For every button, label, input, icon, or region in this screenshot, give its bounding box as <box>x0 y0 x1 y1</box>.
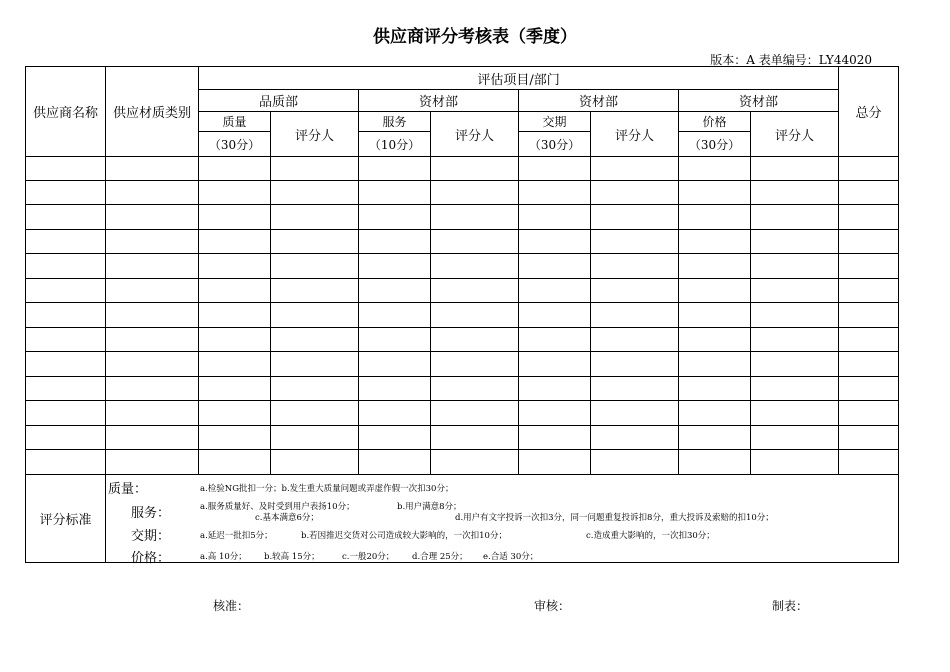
cell[interactable] <box>106 181 199 205</box>
cell[interactable] <box>106 205 199 230</box>
cell[interactable] <box>106 328 199 352</box>
cell[interactable] <box>751 230 839 254</box>
header-total: 总分 <box>839 67 899 157</box>
cell[interactable] <box>519 450 591 475</box>
form-title: 供应商评分考核表（季度） <box>373 27 577 47</box>
table-row <box>26 279 899 303</box>
table-row <box>26 352 899 377</box>
cell[interactable] <box>431 377 519 401</box>
cell[interactable] <box>839 181 899 205</box>
cell[interactable] <box>591 377 679 401</box>
cell[interactable] <box>199 205 271 230</box>
cell[interactable] <box>359 450 431 475</box>
cell[interactable] <box>679 450 751 475</box>
cell[interactable] <box>271 303 359 328</box>
cell[interactable] <box>199 426 271 450</box>
cell[interactable] <box>839 254 899 279</box>
cell[interactable] <box>106 426 199 450</box>
criteria-price-b: b.较高 15分； <box>264 552 320 562</box>
cell[interactable] <box>839 426 899 450</box>
cell[interactable] <box>839 450 899 475</box>
criteria-service-d: d.用户有文字投诉一次扣3分，同一问题重复投诉扣8分，重大投诉及索赔的扣10分； <box>455 513 774 523</box>
cell[interactable] <box>519 377 591 401</box>
header-material-category: 供应材质类别 <box>106 67 199 157</box>
criteria-price-d: d.合理 25分； <box>412 552 468 562</box>
cell[interactable] <box>591 254 679 279</box>
criteria-price-a: a.高 10分； <box>200 552 247 562</box>
cell[interactable] <box>431 303 519 328</box>
cell[interactable] <box>431 279 519 303</box>
cell[interactable] <box>26 328 106 352</box>
table-row <box>26 328 899 352</box>
cell[interactable] <box>431 352 519 377</box>
cell[interactable] <box>199 157 271 181</box>
cell[interactable] <box>271 450 359 475</box>
cell[interactable] <box>359 230 431 254</box>
cell[interactable] <box>26 205 106 230</box>
cell[interactable] <box>359 426 431 450</box>
header-dept-materials-3: 资材部 <box>679 90 839 112</box>
cell[interactable] <box>839 303 899 328</box>
header-score-quality: （30分） <box>199 132 271 157</box>
cell[interactable] <box>679 426 751 450</box>
cell[interactable] <box>26 230 106 254</box>
cell[interactable] <box>106 377 199 401</box>
cell[interactable] <box>199 303 271 328</box>
cell[interactable] <box>359 377 431 401</box>
cell[interactable] <box>751 279 839 303</box>
cell[interactable] <box>271 157 359 181</box>
criteria-price-label: 价格： <box>131 551 171 566</box>
cell[interactable] <box>199 181 271 205</box>
cell[interactable] <box>591 352 679 377</box>
cell[interactable] <box>431 450 519 475</box>
cell[interactable] <box>679 254 751 279</box>
cell[interactable] <box>751 181 839 205</box>
cell[interactable] <box>359 205 431 230</box>
cell[interactable] <box>106 230 199 254</box>
cell[interactable] <box>751 426 839 450</box>
cell[interactable] <box>271 401 359 426</box>
cell[interactable] <box>519 230 591 254</box>
cell[interactable] <box>271 426 359 450</box>
header-rater-2: 评分人 <box>431 112 519 157</box>
cell[interactable] <box>26 401 106 426</box>
cell[interactable] <box>271 328 359 352</box>
cell[interactable] <box>591 328 679 352</box>
cell[interactable] <box>106 279 199 303</box>
criteria-service-label: 服务： <box>131 506 171 521</box>
cell[interactable] <box>26 426 106 450</box>
cell[interactable] <box>839 401 899 426</box>
cell[interactable] <box>26 279 106 303</box>
table-row <box>26 426 899 450</box>
cell[interactable] <box>839 352 899 377</box>
cell[interactable] <box>359 254 431 279</box>
cell[interactable] <box>519 157 591 181</box>
cell[interactable] <box>359 157 431 181</box>
cell[interactable] <box>519 352 591 377</box>
cell[interactable] <box>591 181 679 205</box>
cell[interactable] <box>431 157 519 181</box>
header-item-quality: 质量 <box>199 112 271 132</box>
cell[interactable] <box>591 205 679 230</box>
cell[interactable] <box>519 426 591 450</box>
cell[interactable] <box>271 205 359 230</box>
cell[interactable] <box>106 352 199 377</box>
cell[interactable] <box>591 279 679 303</box>
header-item-price: 价格 <box>679 112 751 132</box>
criteria-label: 评分标准 <box>26 475 106 563</box>
table-row <box>26 377 899 401</box>
criteria-service-b: b.用户满意8分； <box>397 502 462 512</box>
cell[interactable] <box>199 450 271 475</box>
cell[interactable] <box>679 157 751 181</box>
cell[interactable] <box>679 352 751 377</box>
cell[interactable] <box>679 205 751 230</box>
cell[interactable] <box>431 230 519 254</box>
criteria-delivery-label: 交期： <box>131 529 171 544</box>
cell[interactable] <box>271 352 359 377</box>
cell[interactable] <box>359 279 431 303</box>
table-row <box>26 181 899 205</box>
cell[interactable] <box>751 352 839 377</box>
cell[interactable] <box>359 303 431 328</box>
cell[interactable] <box>106 450 199 475</box>
cell[interactable] <box>106 254 199 279</box>
header-score-service: （10分） <box>359 132 431 157</box>
cell[interactable] <box>751 377 839 401</box>
cell[interactable] <box>26 254 106 279</box>
criteria-delivery-b: b.若因推迟交货对公司造成较大影响的，一次扣10分； <box>301 531 507 541</box>
cell[interactable] <box>519 401 591 426</box>
criteria-service-c: c.基本满意6分； <box>255 513 319 523</box>
cell[interactable] <box>26 352 106 377</box>
table-row <box>26 254 899 279</box>
cell[interactable] <box>359 328 431 352</box>
cell[interactable] <box>26 157 106 181</box>
header-dept-materials-2: 资材部 <box>519 90 679 112</box>
header-dept-materials-1: 资材部 <box>359 90 519 112</box>
cell[interactable] <box>679 401 751 426</box>
cell[interactable] <box>199 279 271 303</box>
cell[interactable] <box>26 450 106 475</box>
signature-approve: 核准： <box>213 599 250 613</box>
cell[interactable] <box>106 157 199 181</box>
cell[interactable] <box>591 303 679 328</box>
cell[interactable] <box>271 279 359 303</box>
cell[interactable] <box>839 279 899 303</box>
cell[interactable] <box>679 181 751 205</box>
header-rater-4: 评分人 <box>751 112 839 157</box>
cell[interactable] <box>431 254 519 279</box>
header-supplier-name: 供应商名称 <box>26 67 106 157</box>
cell[interactable] <box>679 230 751 254</box>
criteria-delivery-c: c.造成重大影响的，一次扣30分； <box>586 531 715 541</box>
cell[interactable] <box>359 352 431 377</box>
cell[interactable] <box>839 230 899 254</box>
header-dept-quality: 品质部 <box>199 90 359 112</box>
header-item-service: 服务 <box>359 112 431 132</box>
cell[interactable] <box>26 303 106 328</box>
cell[interactable] <box>679 328 751 352</box>
cell[interactable] <box>431 205 519 230</box>
cell[interactable] <box>106 303 199 328</box>
criteria-delivery-a: a.延迟一批扣5分； <box>200 531 273 541</box>
criteria-service-a: a.服务质量好、及时受到用户表扬10分； <box>200 502 355 512</box>
table-row <box>26 157 899 181</box>
cell[interactable] <box>839 157 899 181</box>
header-item-delivery: 交期 <box>519 112 591 132</box>
criteria-quality-text: a.检验NG批扣一分；b.发生重大质量问题或弄虚作假一次扣30分； <box>200 484 454 494</box>
cell[interactable] <box>679 377 751 401</box>
criteria-quality-label: 质量： <box>108 482 148 497</box>
cell[interactable] <box>271 181 359 205</box>
table-row <box>26 401 899 426</box>
header-score-delivery: （30分） <box>519 132 591 157</box>
cell[interactable] <box>751 254 839 279</box>
signature-prepare: 制表： <box>772 599 809 613</box>
header-rater-3: 评分人 <box>591 112 679 157</box>
cell[interactable] <box>519 205 591 230</box>
criteria-block <box>105 476 837 564</box>
cell[interactable] <box>199 352 271 377</box>
cell[interactable] <box>591 157 679 181</box>
cell[interactable] <box>591 426 679 450</box>
cell[interactable] <box>271 254 359 279</box>
cell[interactable] <box>199 230 271 254</box>
header-eval-items: 评估项目/部门 <box>199 67 839 90</box>
cell[interactable] <box>591 401 679 426</box>
cell[interactable] <box>26 377 106 401</box>
cell[interactable] <box>751 401 839 426</box>
cell[interactable] <box>271 377 359 401</box>
header-score-price: （30分） <box>679 132 751 157</box>
cell[interactable] <box>751 303 839 328</box>
cell[interactable] <box>519 181 591 205</box>
cell[interactable] <box>591 230 679 254</box>
cell[interactable] <box>519 303 591 328</box>
cell[interactable] <box>431 328 519 352</box>
cell[interactable] <box>519 279 591 303</box>
header-rater-1: 评分人 <box>271 112 359 157</box>
cell[interactable] <box>679 303 751 328</box>
cell[interactable] <box>199 328 271 352</box>
cell[interactable] <box>431 401 519 426</box>
cell[interactable] <box>591 450 679 475</box>
cell[interactable] <box>751 450 839 475</box>
table-row <box>26 230 899 254</box>
cell[interactable] <box>839 328 899 352</box>
cell[interactable] <box>519 254 591 279</box>
cell[interactable] <box>271 230 359 254</box>
cell[interactable] <box>519 328 591 352</box>
table-row <box>26 450 899 475</box>
cell[interactable] <box>839 377 899 401</box>
criteria-price-c: c.一般20分； <box>342 552 395 562</box>
table-row <box>26 303 899 328</box>
cell[interactable] <box>199 254 271 279</box>
cell[interactable] <box>199 401 271 426</box>
criteria-price-e: e.合适 30分； <box>483 552 539 562</box>
cell[interactable] <box>106 401 199 426</box>
signature-review: 审核： <box>534 599 571 613</box>
cell[interactable] <box>751 328 839 352</box>
cell[interactable] <box>751 205 839 230</box>
cell[interactable] <box>359 181 431 205</box>
table-row <box>26 205 899 230</box>
cell[interactable] <box>26 181 106 205</box>
cell[interactable] <box>199 377 271 401</box>
cell[interactable] <box>359 401 431 426</box>
cell[interactable] <box>679 279 751 303</box>
cell[interactable] <box>431 426 519 450</box>
cell[interactable] <box>751 157 839 181</box>
version-label: 版本：A 表单编号：LY44020 <box>710 53 872 67</box>
cell[interactable] <box>839 205 899 230</box>
cell[interactable] <box>431 181 519 205</box>
